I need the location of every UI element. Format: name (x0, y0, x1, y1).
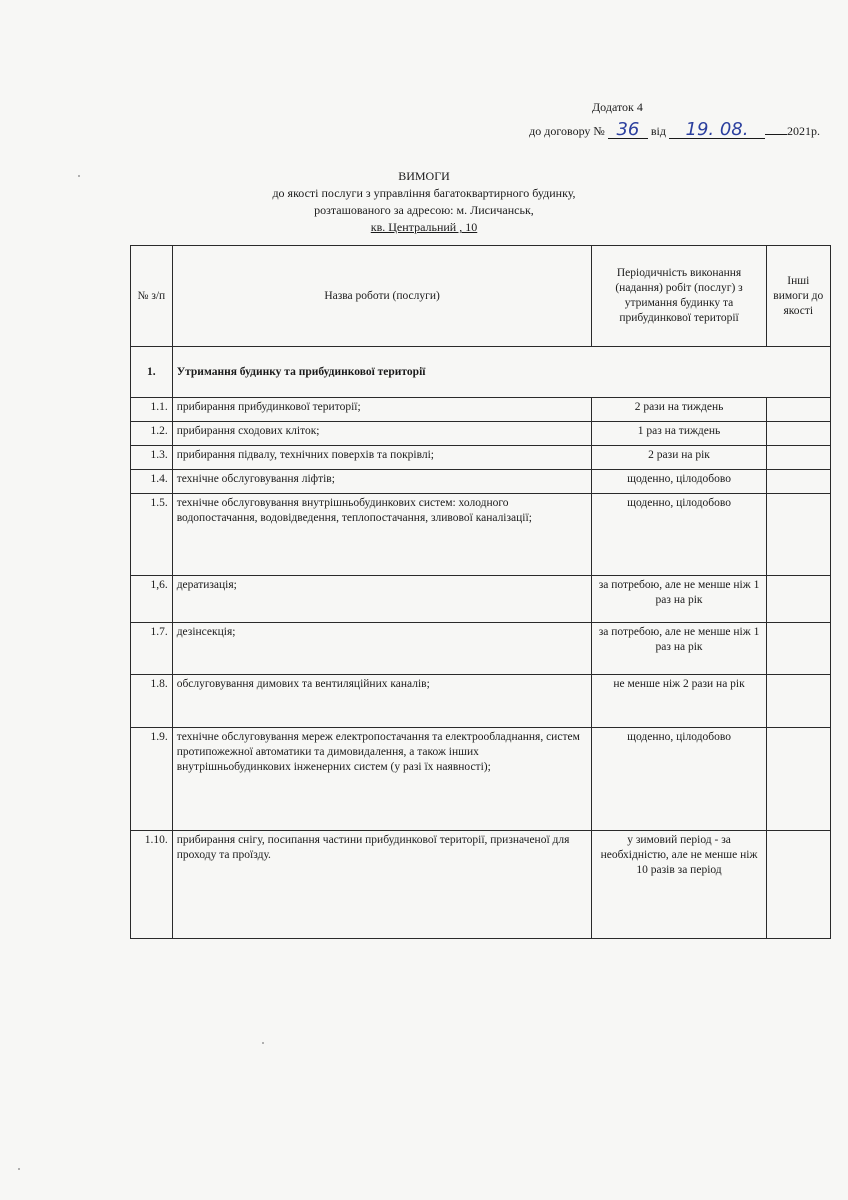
contract-reference (529, 119, 820, 140)
section-num: 1. (131, 347, 173, 398)
row-frequency: 2 рази на тиждень (592, 398, 766, 422)
row-num: 1,6. (131, 576, 173, 623)
header-frequency: Періодичність виконання (надання) робіт (послуг) з утримання будинку та прибудинкової території (592, 246, 766, 347)
table-row (131, 675, 831, 728)
row-num: 1.2. (131, 422, 173, 446)
row-num: 1.10. (131, 831, 173, 939)
row-name: дератизація; (172, 576, 592, 623)
contract-prefix: до договору № (529, 124, 605, 138)
row-name: прибирання сходових кліток; (172, 422, 592, 446)
row-name: технічне обслуговування мереж електропостачання та електрообладнання, систем протипожежної автоматики та димовидалення, а також інших внутрішньобудинкових інженерних систем (у разі їх наявності); (172, 728, 592, 831)
row-num: 1.4. (131, 470, 173, 494)
row-frequency: щоденно, цілодобово (592, 728, 766, 831)
table-row (131, 728, 831, 831)
addendum-label: Додаток 4 (592, 100, 643, 114)
row-name: прибирання снігу, посипання частини прибудинкової території, призначеної для проходу та проїзду. (172, 831, 592, 939)
row-other (766, 446, 830, 470)
row-name: прибирання прибудинкової території; (172, 398, 592, 422)
row-frequency: щоденно, цілодобово (592, 470, 766, 494)
heading-title: ВИМОГИ (398, 169, 450, 183)
scan-speck (262, 1042, 264, 1044)
row-name: дезінсекція; (172, 623, 592, 675)
row-other (766, 398, 830, 422)
table-row (131, 446, 831, 470)
row-frequency: за потребою, але не менше ніж 1 раз на рік (592, 623, 766, 675)
row-other (766, 576, 830, 623)
from-label: від (650, 124, 666, 138)
row-num: 1.9. (131, 728, 173, 831)
row-name: обслуговування димових та вентиляційних каналів; (172, 675, 592, 728)
heading-address: кв. Центральний , 10 (370, 220, 478, 234)
table-row (131, 470, 831, 494)
contract-year: 2021р. (787, 124, 820, 138)
row-frequency: не менше ніж 2 рази на рік (592, 675, 766, 728)
table-header-row (131, 246, 831, 347)
row-name: технічне обслуговування ліфтів; (172, 470, 592, 494)
row-other (766, 494, 830, 576)
table-row (131, 398, 831, 422)
row-frequency: щоденно, цілодобово (592, 494, 766, 576)
heading-subtitle-1: до якості послуги з управління багатоквартирного будинку, (272, 186, 576, 200)
header-name: Назва роботи (послуги) (172, 246, 592, 347)
contract-date-handwritten: 19. 08. (669, 122, 765, 139)
row-frequency: у зимовий період - за необхідністю, але не менше ніж 10 разів за період (592, 831, 766, 939)
document-heading (0, 168, 848, 236)
date-underline (765, 134, 787, 135)
scan-speck (78, 175, 80, 177)
row-frequency: 2 рази на рік (592, 446, 766, 470)
row-num: 1.8. (131, 675, 173, 728)
header-other: Інші вимоги до якості (766, 246, 830, 347)
row-other (766, 470, 830, 494)
row-num: 1.1. (131, 398, 173, 422)
row-name: прибирання підвалу, технічних поверхів та покрівлі; (172, 446, 592, 470)
row-other (766, 623, 830, 675)
heading-subtitle-2: розташованого за адресою: м. Лисичанськ, (314, 203, 534, 217)
table-row (131, 494, 831, 576)
section-title: Утримання будинку та прибудинкової території (172, 347, 830, 398)
section-row (131, 347, 831, 398)
row-other (766, 728, 830, 831)
table-row (131, 422, 831, 446)
table-row (131, 623, 831, 675)
row-num: 1.7. (131, 623, 173, 675)
row-other (766, 675, 830, 728)
table-row (131, 831, 831, 939)
table-row (131, 576, 831, 623)
row-other (766, 831, 830, 939)
row-num: 1.5. (131, 494, 173, 576)
row-name: технічне обслуговування внутрішньобудинкових систем: холодного водопостачання, водовідведення, теплопостачання, зливової каналізації; (172, 494, 592, 576)
header-num: № з/п (131, 246, 173, 347)
contract-number-handwritten: 36 (608, 122, 648, 139)
row-num: 1.3. (131, 446, 173, 470)
row-other (766, 422, 830, 446)
scan-speck (18, 1168, 20, 1170)
row-frequency: 1 раз на тиждень (592, 422, 766, 446)
requirements-table (130, 245, 831, 939)
row-frequency: за потребою, але не менше ніж 1 раз на рік (592, 576, 766, 623)
